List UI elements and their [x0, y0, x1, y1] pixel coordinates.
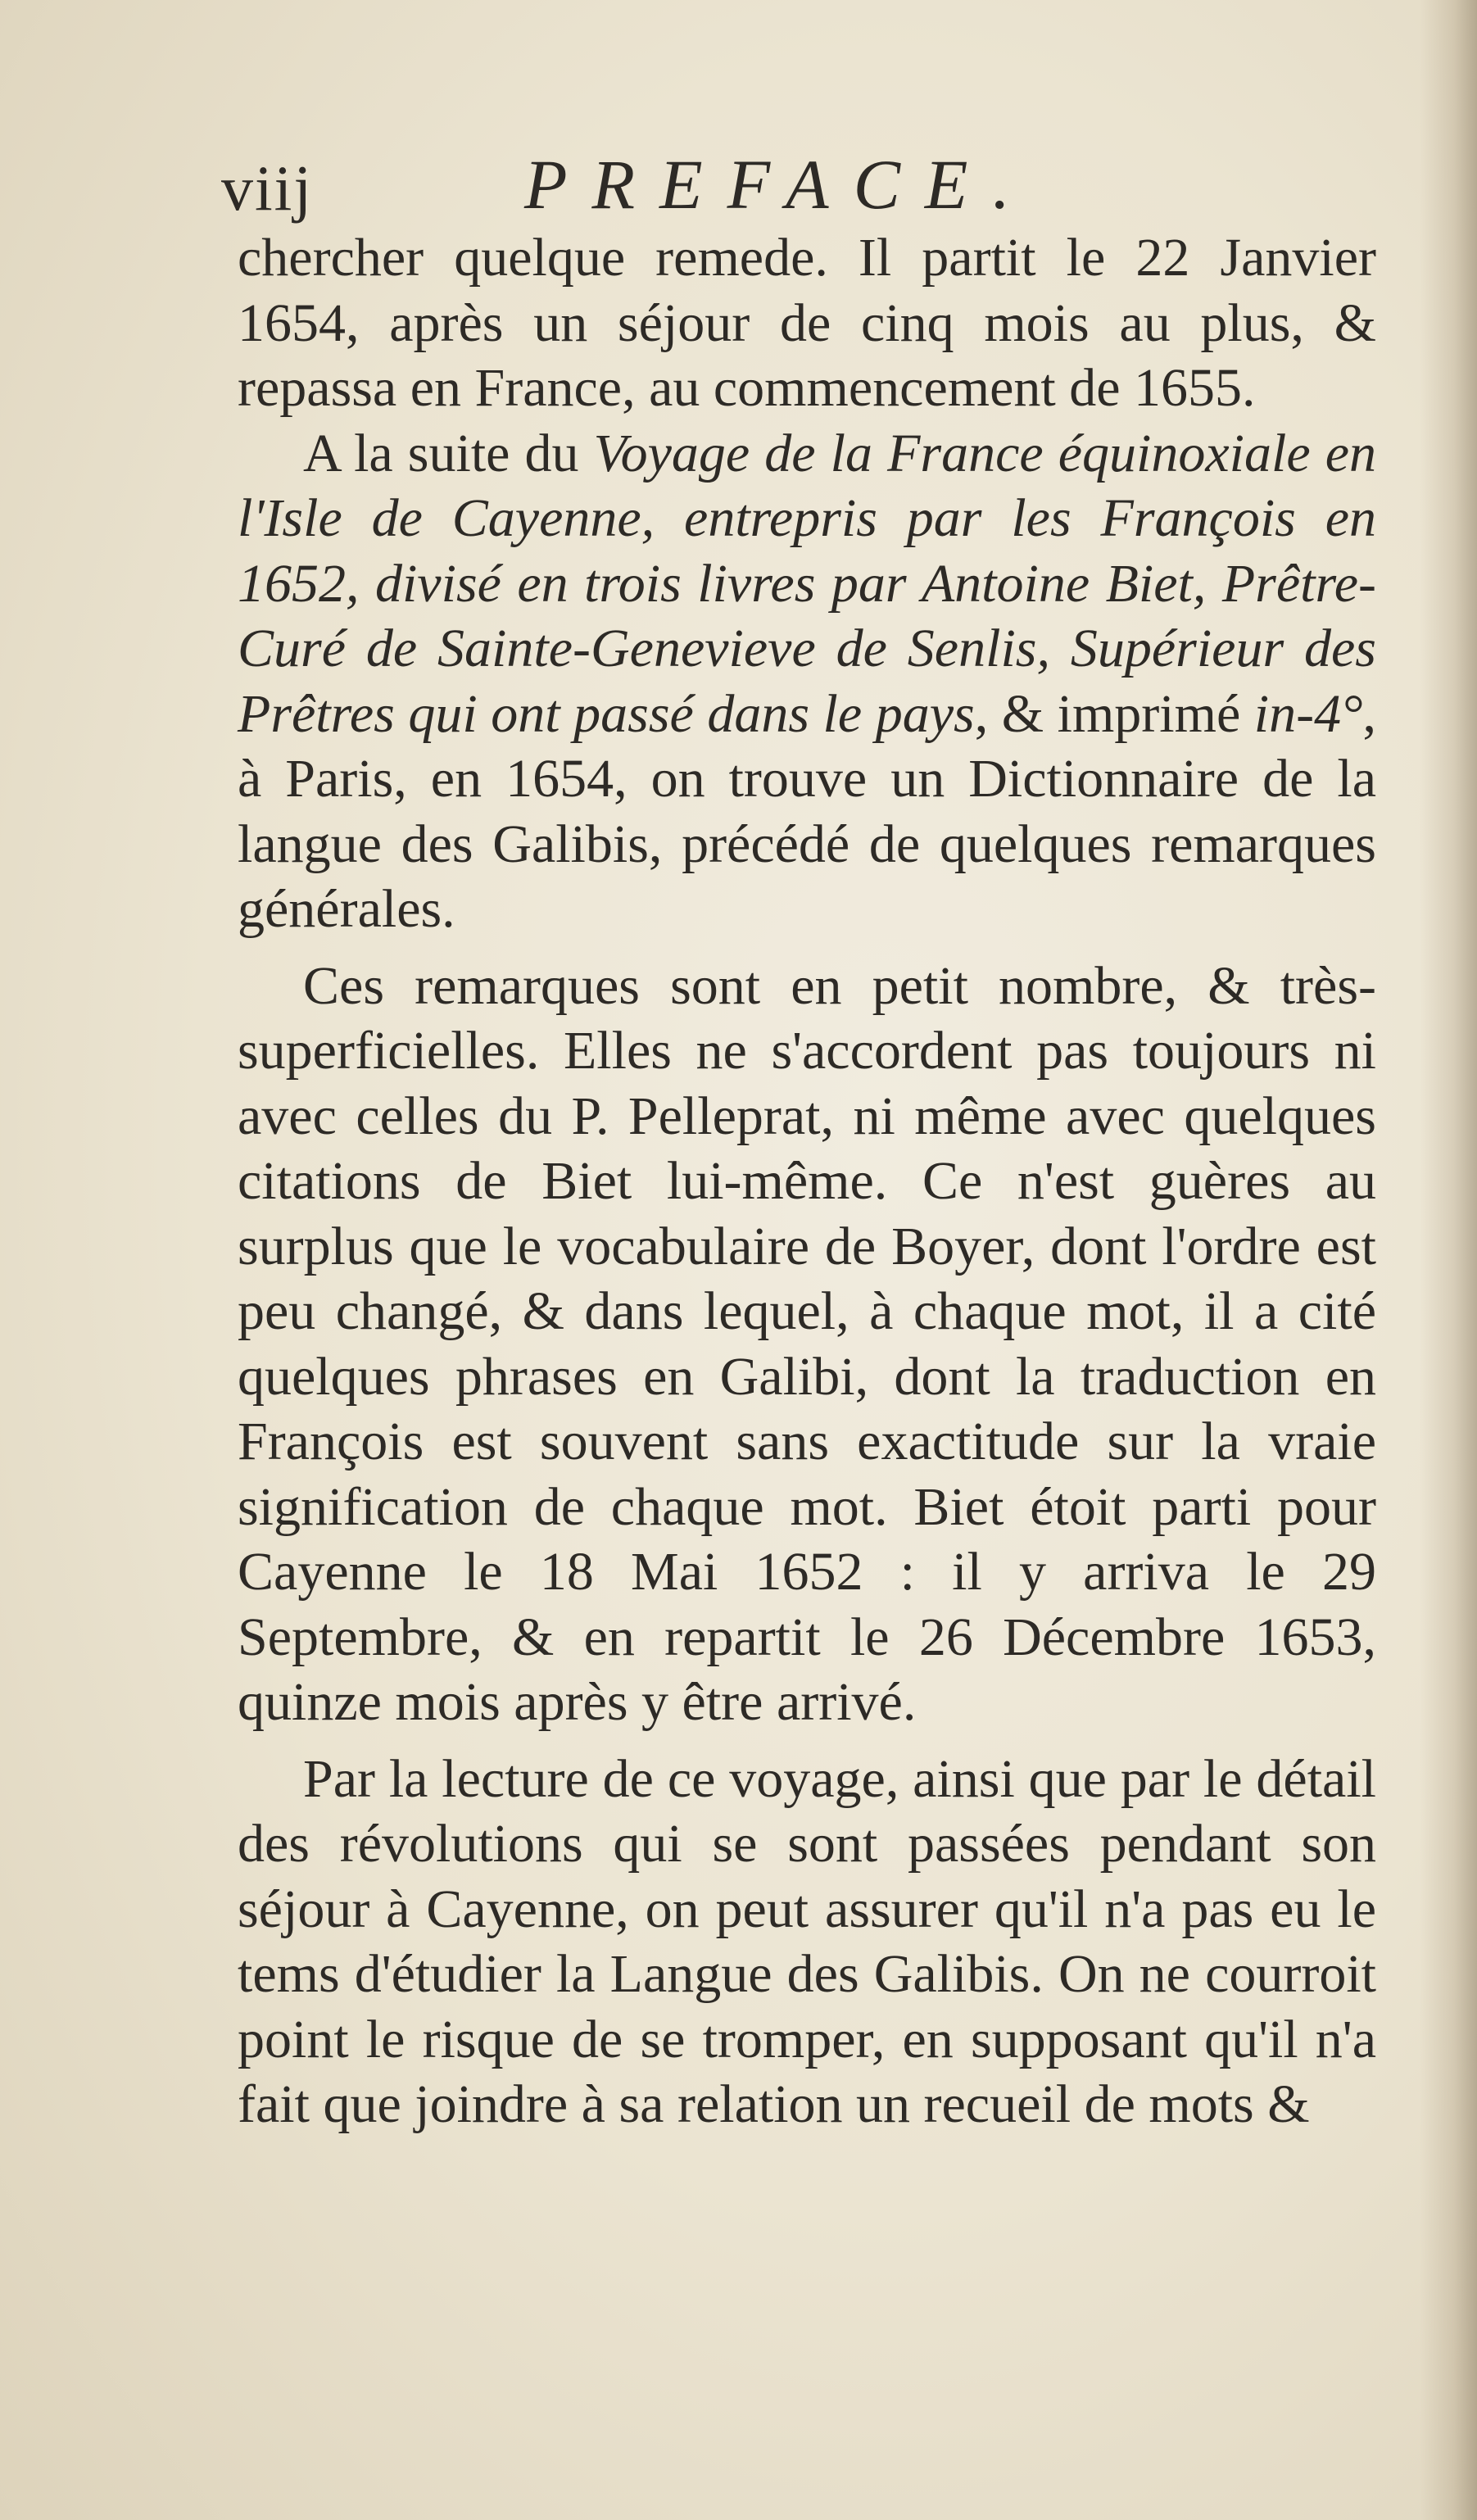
page-number: viij	[221, 152, 314, 224]
paragraph-4-text: Par la lecture de ce voyage, ainsi que par le détail des révolutions qui se sont passées pendant son séjour à Cayenne, on peut assurer qu'il n'a pas eu le tems d'étudier la Langue des Galibis. On ne courroit point le risque de se tromper, en supposant qu'il n'a fait que joindre à sa relation un recueil de mots &	[238, 1748, 1376, 2134]
paragraph-2	[238, 421, 1376, 942]
page-edge-shadow	[1420, 0, 1477, 2520]
paragraph-1	[238, 225, 1376, 421]
paragraph-2-text-b: , & imprimé	[974, 683, 1254, 744]
paragraph-3-text: Ces remarques sont en petit nombre, & très-superficielles. Elles ne s'accordent pas toujours ni avec celles du P. Pelleprat, ni même avec quelques citations de Biet lui-même. Ce n'est guères au surplus que le vocabulaire de Boyer, dont l'ordre est peu changé, & dans lequel, à chaque mot, il a cité quelques phrases en Galibi, dont la traduction en François est souvent sans exactitude sur la vraie signification de chaque mot. Biet étoit parti pour Cayenne le 18 Mai 1652 : il y arriva le 29 Septembre, & en repartit le 26 Décembre 1653, quinze mois après y être arrivé.	[238, 955, 1376, 1732]
paragraph-4	[238, 1747, 1376, 2137]
paragraph-2-format: in-4°	[1253, 683, 1363, 744]
paragraph-1-text: chercher quelque remede. Il partit le 22 Janvier 1654, après un séjour de cinq mois au plus, & repassa en France, au commencement de 1655.	[238, 228, 1376, 418]
paragraph-2-text-a: A la suite du	[303, 423, 594, 483]
paragraph-2-text-c: , à Paris, en 1654, on trouve un Dictionnaire de la langue des Galibis, précédé de quelques remarques générales.	[238, 683, 1376, 939]
paragraph-2-book-title: Voyage de la France équinoxiale en l'Isle de Cayenne, entrepris par les François en 1652, divisé en trois livres par Antoine Biet, Prêtre-Curé de Sainte-Genevieve de Senlis, Supérieur des Prêtres qui ont passé dans le pays	[238, 423, 1377, 744]
running-title: PREFACE.	[524, 145, 1035, 224]
body-text	[238, 225, 1376, 2137]
paragraph-3	[238, 954, 1376, 1735]
